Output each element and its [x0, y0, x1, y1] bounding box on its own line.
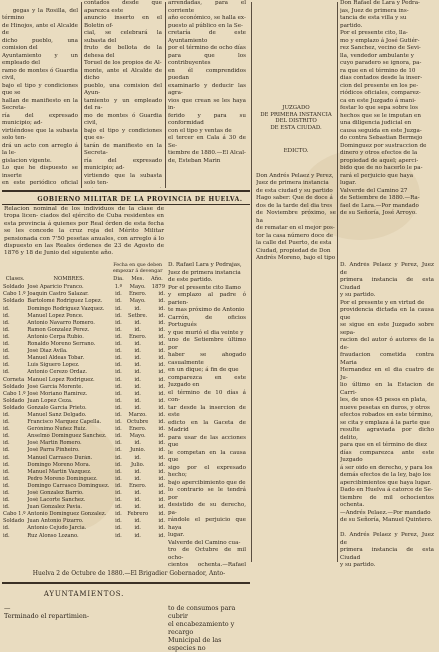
- juzgado-section: [256, 0, 336, 262]
- row-dia: id.: [115, 411, 122, 418]
- row-dia: id.: [115, 390, 122, 397]
- row-mes: id.: [134, 475, 141, 482]
- row-nombre: Domingo Rodriguez Vazquez.: [27, 305, 105, 312]
- row-mes: id.: [134, 341, 141, 348]
- row-clase: id.: [3, 419, 10, 426]
- row-mes: Enero.: [128, 426, 147, 433]
- table-row: [3, 511, 165, 518]
- row-dia: id.: [115, 433, 122, 440]
- edicts-pelaez: D. Andrés Pelaez y Perez, Juez de primera instancia de esta Ciudad y su partido. Por el presente y en virtud de providencia dictada en la causa que se sigue en este Juzgado sobre sepa- racion del autor ó autores de la de- fraudacion cometida contra Maria Hernandez en el dia cuatro de Ju- lio último en la Estacion de Carri- les, de unos 45 pesos en plata, nueve pesetas en duros, y otros efectos robados en este término, se cita y emplaza á la parte que resulte agraviada por dicho delito, para que en el término de diez días comparezca ante este Juzgado á ser oido en derecho, y para los demás efectos de la ley, bajo los apercibimientos que haya lugar. Dado en Huelva á catorce de Se- tiembre de mil ochocientos ochenta. —Andrés Pelaez.—Por mandado de su Señoría, Manuel Quintero. D. Andrés Pelaez y Perez, Juez de primera instancia de esta Ciudad y su partido.: [340, 262, 434, 567]
- row-ano: id.: [158, 518, 165, 525]
- row-dia: id.: [115, 454, 122, 461]
- ayuntamientos-text-left: — Terminado el repartimien-: [4, 604, 90, 620]
- table-row: [3, 533, 165, 540]
- row-clase: Soldado: [3, 383, 25, 390]
- table-row: [3, 306, 165, 313]
- table-row: [3, 362, 165, 369]
- row-nombre: Ruz Alonso Lozano.: [27, 532, 79, 539]
- table-row: [3, 327, 165, 334]
- header-clases: Clases.: [5, 276, 25, 283]
- row-ano: id.: [158, 326, 165, 333]
- table-row: [3, 483, 165, 490]
- row-nombre: José Lacorte Sanchez.: [27, 497, 86, 504]
- row-mes: Mayo.: [129, 284, 146, 291]
- row-ano: id.: [158, 376, 165, 383]
- row-ano: id.: [158, 390, 165, 397]
- row-clase: id.: [3, 497, 10, 504]
- row-ano: id.: [158, 426, 165, 433]
- row-clase: Soldado: [3, 518, 25, 525]
- notice-text: gegas y la Rosilla, del término de Hinojos, ante el Alcalde de dicho pueblo, una comision del Ayuntamiento y un empleado del ramo de montes ó Guardia civil, bajo el tipo y condiciones que se hallan de manifiesto en la Secreta- ría del expresado municipio; ad- virtiéndose que la subasta solo ten- drá un acto con arreglo á la le- gislacion vigente. Lo que he dispuesto se inserte en este periódico oficial: [2, 7, 78, 186]
- row-nombre: Domingo Carrasco Dominguez.: [27, 482, 110, 489]
- row-nombre: Domingo Moreno Mora.: [27, 461, 91, 468]
- row-dia: id.: [115, 532, 122, 539]
- row-dia: id.: [115, 362, 122, 369]
- row-mes: id.: [134, 404, 141, 411]
- row-dia: id.: [115, 475, 122, 482]
- row-clase: id.: [3, 411, 10, 418]
- row-mes: id.: [134, 369, 141, 376]
- row-clase: id.: [3, 475, 10, 482]
- row-nombre: Antonio Cerezo Ordaz.: [27, 369, 87, 376]
- row-mes: id.: [134, 305, 141, 312]
- table-row: [3, 447, 165, 454]
- row-ano: id.: [158, 369, 165, 376]
- row-mes: id.: [134, 490, 141, 496]
- row-clase: Soldado: [3, 284, 25, 291]
- row-dia: id.: [115, 369, 122, 376]
- row-dia: id.: [115, 461, 122, 468]
- row-dia: 1.º: [114, 284, 123, 291]
- roster-signature-line: Huelva 2 de Octubre de 1880.—El Brigadier Gobernador, Anto-: [32, 570, 226, 577]
- row-ano: id.: [158, 447, 165, 454]
- row-dia: id.: [115, 440, 122, 447]
- row-clase: id.: [3, 433, 10, 440]
- column-divider: [337, 2, 338, 562]
- row-clase: Soldado: [3, 404, 25, 411]
- header-mes: Mes.: [131, 276, 144, 283]
- row-dia: id.: [115, 497, 122, 504]
- row-mes: id.: [134, 397, 141, 404]
- row-nombre: Manuel Lopez Rodriguez.: [27, 376, 95, 383]
- row-mes: id.: [134, 390, 141, 397]
- row-ano: id.: [158, 461, 165, 468]
- row-ano: id.: [158, 482, 165, 489]
- row-mes: Enero.: [128, 333, 147, 340]
- row-clase: Soldado: [3, 298, 25, 305]
- row-mes: id.: [134, 518, 141, 525]
- row-nombre: Juan Antonio Pizarro.: [27, 518, 84, 525]
- row-clase: id.: [3, 468, 10, 475]
- row-nombre: Gonzalo Garcia Prieto.: [27, 404, 87, 411]
- row-dia: id.: [115, 291, 122, 298]
- row-ano: id.: [158, 305, 165, 312]
- row-nombre: Antonio Dominguez Gonzalez.: [27, 511, 107, 518]
- row-ano: id.: [158, 454, 165, 461]
- row-clase: id.: [3, 447, 10, 454]
- row-ano: id.: [158, 525, 165, 532]
- row-clase: id.: [3, 326, 10, 333]
- row-dia: id.: [115, 333, 122, 340]
- table-row: [3, 320, 165, 327]
- row-clase: id.: [3, 490, 10, 496]
- row-nombre: Manuel Aldeas Tobar.: [27, 355, 85, 362]
- row-mes: Enero.: [128, 482, 147, 489]
- row-clase: id.: [3, 355, 10, 362]
- row-dia: id.: [115, 348, 122, 355]
- row-mes: id.: [134, 383, 141, 390]
- row-clase: id.: [3, 369, 10, 376]
- table-row: [3, 426, 165, 433]
- row-clase: id.: [3, 482, 10, 489]
- row-clase: id.: [3, 312, 10, 319]
- column-divider: [251, 2, 252, 562]
- row-clase: Cabo 1.º: [3, 511, 26, 518]
- row-ano: id.: [158, 504, 165, 511]
- row-ano: id.: [158, 291, 165, 298]
- roster-body: [3, 284, 165, 539]
- row-ano: id.: [158, 312, 165, 319]
- row-dia: id.: [115, 511, 122, 518]
- row-mes: id.: [134, 532, 141, 539]
- row-nombre: Francisco Marquez Capella.: [27, 419, 102, 426]
- row-mes: Enero.: [128, 291, 147, 298]
- row-ano: id.: [158, 362, 165, 369]
- row-clase: id.: [3, 348, 10, 355]
- table-row: [3, 419, 165, 426]
- edicto-heading: EDICTO.: [283, 148, 309, 155]
- row-nombre: Pedro Moreno Dominguez.: [27, 475, 98, 482]
- row-mes: id.: [134, 504, 141, 511]
- juzgado-heading: JUZGADO DE PRIMERA INSTANCIA DEL DISTRITO DE ESTA CIUDAD.: [260, 105, 332, 131]
- row-dia: id.: [115, 490, 122, 496]
- row-mes: id.: [134, 468, 141, 475]
- row-clase: Cabo 1.º: [3, 390, 26, 397]
- row-dia: id.: [115, 419, 122, 426]
- row-dia: id.: [115, 305, 122, 312]
- table-row: [3, 490, 165, 497]
- row-nombre: Ronaldo Moreno Serrano.: [27, 341, 96, 348]
- row-dia: id.: [115, 376, 122, 383]
- table-row: [3, 455, 165, 462]
- table-row: [3, 348, 165, 355]
- row-ano: id.: [158, 440, 165, 447]
- row-clase: id.: [3, 305, 10, 312]
- row-mes: id.: [134, 497, 141, 504]
- notice-subasta-almonte: contados desde que aparezca este anuncio inserto en el Boletin of- cial, se celebrará la subasta del fruto de bellota de la dehesa del Toruel de los propios de Al- monte, ante el Alcalde de dicho pueblo, una comision del Ayun- tamiento y un empleado del ra- mo de montes ó Guardia civil, bajo el tipo y condiciones que es- tarán de manifiesto en la Secreta- ría del expresado municipio; ad- virtiendo que la subasta solo ten-: [84, 0, 162, 186]
- row-nombre: Luis Siguero Lopez.: [27, 362, 80, 369]
- row-mes: Marzo.: [128, 411, 147, 418]
- table-row: [3, 433, 165, 440]
- section-rule: [2, 582, 250, 584]
- row-clase: id.: [3, 341, 10, 348]
- row-clase: id.: [3, 525, 10, 532]
- row-dia: id.: [115, 298, 122, 305]
- section-rule: [2, 190, 250, 192]
- header-ano: Año.: [151, 276, 163, 283]
- row-clase: id.: [3, 333, 10, 340]
- table-row: [3, 384, 165, 391]
- row-ano: id.: [158, 404, 165, 411]
- row-ano: id.: [158, 532, 165, 539]
- row-ano: id.: [158, 383, 165, 390]
- row-ano: id.: [158, 341, 165, 348]
- table-row: [3, 412, 165, 419]
- row-dia: id.: [115, 341, 122, 348]
- row-mes: Mayo.: [129, 298, 146, 305]
- row-ano: id.: [158, 511, 165, 518]
- row-ano: id.: [158, 497, 165, 504]
- row-dia: id.: [115, 404, 122, 411]
- row-nombre: Joaquin Castro Salazar.: [27, 291, 89, 298]
- row-dia: id.: [115, 319, 122, 326]
- row-nombre: Gerónimo Nuñez Ruiz.: [27, 426, 87, 433]
- table-row: [3, 398, 165, 405]
- notice-subasta-hinojos: [2, 0, 78, 188]
- row-ano: 1879: [151, 284, 165, 291]
- row-clase: id.: [3, 504, 10, 511]
- edict-lara-pedrajas: D. Rafael Lara y Pedrajas, Juez de primera instancia de este partido. Por el presente cito llamo y emplazo al padre ó parien- te mas próximo de Antonio Carrón, de oficios Portugués y que murió el dia veinte y uno de Setiembre último por haber se ahogado casualmente en un dique; á fin de que comparezca en este Juzgado en el término de 10 días á con- tar desde la insercion de este edicto en la Gaceta de Madrid para usar de las acciones que le competan en la causa que sigo por el expresado hecho; bajo apercibimiento que de lo contrario se le tendrá por desistido de su derecho, pa- rándole el perjuicio que haya lugar. Valverde del Camino cua- tro de Octubre de mil ocho- cientos ochenta.—Rafael: [168, 262, 246, 567]
- row-dia: id.: [115, 482, 122, 489]
- row-ano: id.: [158, 397, 165, 404]
- table-row: [3, 341, 165, 348]
- row-mes: id.: [134, 326, 141, 333]
- row-ano: id.: [158, 468, 165, 475]
- row-mes: id.: [134, 440, 141, 447]
- row-mes: id.: [134, 355, 141, 362]
- ayuntamientos-heading: AYUNTAMIENTOS.: [43, 590, 125, 598]
- row-clase: Soldado: [3, 397, 25, 404]
- row-clase: id.: [3, 454, 10, 461]
- table-row: [3, 291, 165, 298]
- section-rule: [2, 204, 250, 205]
- edicto-text: Don Andrés Pelaez y Perez, Juez de primera instancia de esta ciudad y su partido Hago saber: Que de doce á dos de la tarde del dia tres de Noviembre próximo, se ha de rematar en el mejor pos- tor la casa número doce de la calle del Puerto, de esta Ciudad, propiedad de Don Andrés Moreno, bajo el tipo: [256, 172, 336, 262]
- row-ano: id.: [158, 475, 165, 482]
- table-row: [3, 369, 165, 376]
- table-row: [3, 377, 165, 384]
- row-mes: Octubre: [126, 419, 149, 426]
- table-row: [3, 405, 165, 412]
- row-nombre: Manuel Lopez Ponce.: [27, 312, 84, 319]
- table-row: [3, 469, 165, 476]
- table-row: [3, 313, 165, 320]
- row-nombre: Antonio Cejudo Jarcia.: [27, 525, 87, 532]
- row-ano: id.: [158, 319, 165, 326]
- row-ano: id.: [158, 298, 165, 305]
- row-nombre: José Gonzalez Barrio.: [27, 490, 84, 496]
- row-nombre: José Moriano Ramirez.: [27, 390, 88, 397]
- row-clase: id.: [3, 440, 10, 447]
- row-dia: id.: [115, 426, 122, 433]
- notice-repartimiento: arrendadas, para el corriente año económico, se halla ex- puesto al público en la Se- cretaría de este Ayuntamiento por el término de ocho días para que los contribuyentes en él comprendidos puedan examinarlo y deducir las agra- vios que crean se les haya in- ferido y para su conformidad con el tipo y ventas de el tercer en Cala á 30 de Se- tiembre de 1880.—El Alcal- de, Esteban Marin: [168, 0, 246, 164]
- row-nombre: Anselmo Dominguez Sanchez.: [27, 433, 107, 440]
- table-row: [3, 462, 165, 469]
- row-mes: Julio.: [130, 461, 145, 468]
- row-ano: id.: [158, 419, 165, 426]
- row-ano: id.: [158, 433, 165, 440]
- row-ano: id.: [158, 411, 165, 418]
- table-row: [3, 334, 165, 341]
- row-clase: id.: [3, 319, 10, 326]
- table-row: [3, 518, 165, 525]
- roster-header-row: [3, 262, 165, 275]
- table-row: [3, 497, 165, 504]
- row-ano: id.: [158, 490, 165, 496]
- row-dia: id.: [115, 326, 122, 333]
- row-ano: id.: [158, 355, 165, 362]
- row-nombre: Antonio Cerpa Rubio.: [27, 333, 84, 340]
- row-dia: id.: [115, 447, 122, 454]
- ayuntamientos-text-right: to de consumos para cubrir el encabezamiento y recargo Municipal de las especies no: [168, 604, 236, 652]
- row-nombre: Ramon Gonzalez Perez.: [27, 326, 90, 333]
- header-fecha: Fecha en que deben empezar á devengar: [112, 263, 163, 274]
- row-mes: Junio.: [130, 447, 146, 454]
- column-divider: [165, 2, 166, 188]
- row-mes: id.: [134, 319, 141, 326]
- table-row: [3, 284, 165, 291]
- row-nombre: Antonio Navarro Romero.: [27, 319, 95, 326]
- row-mes: Mayo.: [129, 433, 146, 440]
- row-dia: id.: [115, 312, 122, 319]
- row-mes: Setbre.: [128, 312, 148, 319]
- header-nombres: NOMBRES.: [53, 276, 85, 283]
- row-mes: id.: [134, 348, 141, 355]
- gobierno-militar-title: GOBIERNO MILITAR DE LA PROVINCIA DE HUELVA.: [37, 196, 243, 203]
- row-clase: Cabo 1.º: [3, 291, 26, 298]
- row-nombre: Manuel Martin Vazquez.: [27, 468, 92, 475]
- row-clase: id.: [3, 532, 10, 539]
- row-ano: id.: [158, 348, 165, 355]
- table-row: [3, 298, 165, 305]
- row-nombre: Juan Lopez Ceza.: [27, 397, 73, 404]
- row-dia: id.: [115, 397, 122, 404]
- row-clase: id.: [3, 426, 10, 433]
- table-row: [3, 440, 165, 447]
- column-divider: [81, 2, 82, 188]
- row-nombre: José Parra Pinheiro.: [27, 447, 80, 454]
- row-mes: id.: [134, 362, 141, 369]
- row-dia: id.: [115, 518, 122, 525]
- row-dia: id.: [115, 468, 122, 475]
- row-clase: id.: [3, 461, 10, 468]
- table-row: [3, 525, 165, 532]
- table-row: [3, 391, 165, 398]
- table-row: [3, 504, 165, 511]
- row-dia: id.: [115, 383, 122, 390]
- roster-table: [3, 262, 165, 540]
- row-dia: id.: [115, 525, 122, 532]
- row-nombre: José Martin Romero.: [27, 440, 82, 447]
- edict-valverde-1: Don Rafael de Lara y Pedra- jas, Juez de primera ins- tancia de esta villa y su partido. Por el presente cito, lla- mo y emplazo á José Gutiér- rez Sanchez, vecino de Sevi- lla, vendedor ambulante y cuyo paradero se ignora, pa- ra que en el término de 10 dias contados desde la inser- cion del presente en los pe- riódicos oficiales, comparez- ca en este Juzgado á mani- festar lo que sepa sobre los hechos que se le imputan en una diligencia judicial en causa seguida en este Juzga- do contra Sebastian Bermejo Dominguez por sustraccion de dinero y otros efectos de la propiedad de aquel; aperci- bido que de no hacerlo le pa- rará el perjuicio que haya lugar. Valverde del Camino 27 de Setiembre de 1880.—Ra- fael de Lara.—Por mandado de su Señoría, José Arroyo.: [340, 0, 427, 216]
- row-nombre: José Diaz Avila.: [27, 348, 68, 355]
- row-mes: id.: [134, 454, 141, 461]
- row-mes: id.: [134, 376, 141, 383]
- row-clase: id.: [3, 362, 10, 369]
- row-nombre: José Aparicio Franco.: [27, 284, 84, 291]
- relacion-nominal-text: Relacion nominal de los individuos de la clase de tropa licen- ciados del ejército de Cuba residentes en esta provincia á quienes por Real órden de esta fecha se les concede la cruz roja del Mérito Militar pensionada con 7'50 pesetas anuales, con arreglo á lo dispuesto en las Reales órdenes de 23 de Agosto de 1876 y 18 de Junio del siguiente año.: [4, 206, 164, 257]
- table-row: [3, 476, 165, 483]
- row-nombre: Manuel Sanz Delgado.: [27, 411, 87, 418]
- row-nombre: Bartolomé Rodriguez Lopez.: [27, 298, 103, 305]
- row-nombre: José Garcia Morente.: [27, 383, 84, 390]
- row-dia: id.: [115, 355, 122, 362]
- row-dia: id.: [115, 504, 122, 511]
- row-mes: id.: [134, 525, 141, 532]
- row-nombre: Manuel Carrasco Durán.: [27, 454, 93, 461]
- row-clase: Corneta: [3, 376, 25, 383]
- table-row: [3, 355, 165, 362]
- row-ano: id.: [158, 333, 165, 340]
- row-nombre: Juan Gonzalez Pavia.: [27, 504, 83, 511]
- header-dia: Dia.: [113, 276, 124, 283]
- row-mes: Febrero: [127, 511, 149, 518]
